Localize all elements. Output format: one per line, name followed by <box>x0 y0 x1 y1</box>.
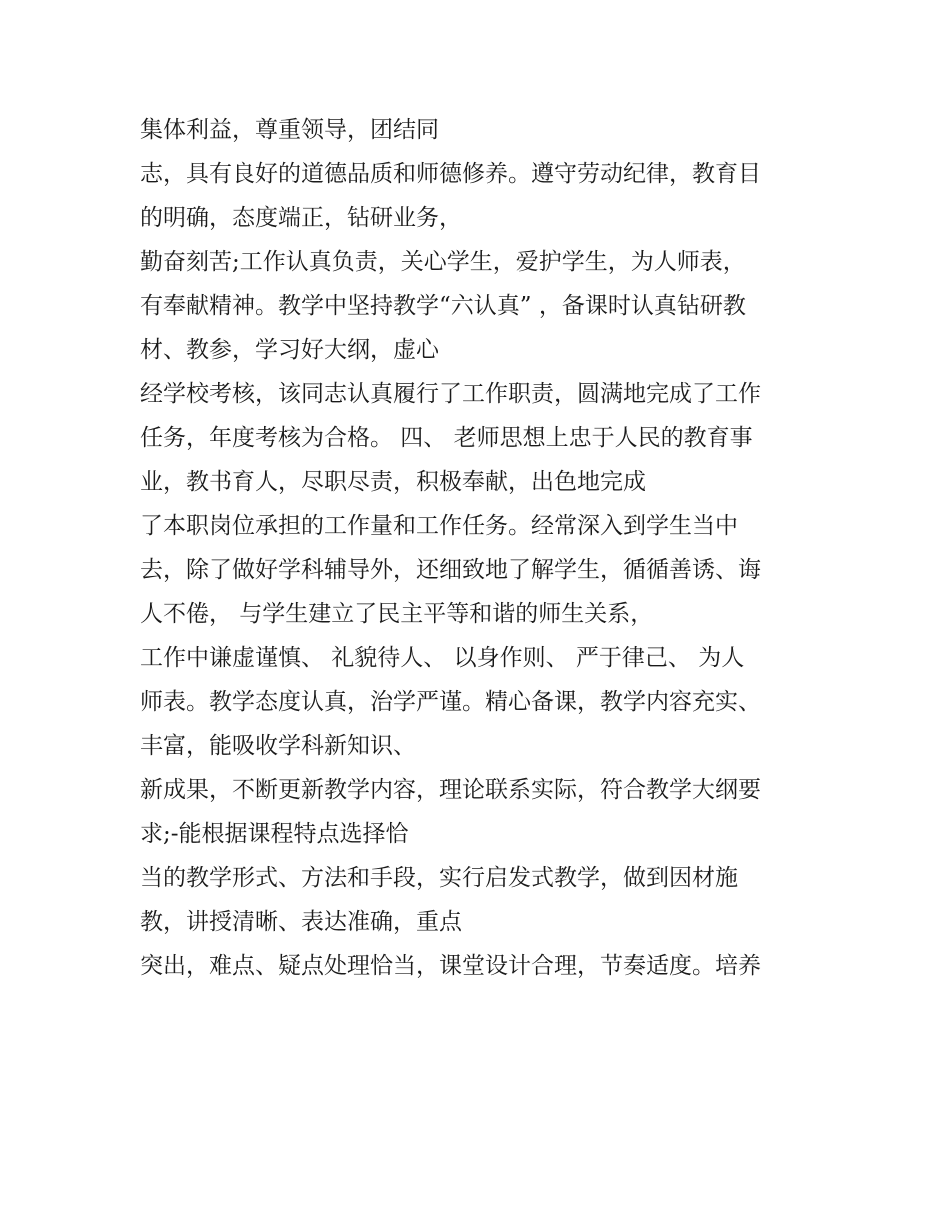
text-line: 当的教学形式、方法和手段，实行启发式教学，做到因材施 <box>140 865 738 891</box>
text-line: 工作中谦虚谨慎、 礼貌待人、 以身作则、 严于律己、 为人 <box>140 645 745 671</box>
text-line: 突出，难点、疑点处理恰当，课堂设计合理，节奏适度。培养 <box>140 953 761 979</box>
text-line: 教，讲授清晰、表达准确，重点 <box>140 909 462 935</box>
text-line: 业，教书育人，尽职尽责，积极奉献，出色地完成 <box>140 469 646 495</box>
text-line: 集体利益，尊重领导，团结同 <box>140 117 439 143</box>
text-line: 了本职岗位承担的工作量和工作任务。经常深入到学生当中 <box>140 513 738 539</box>
text-line: 志，具有良好的道德品质和师德修养。遵守劳动纪律，教育目 <box>140 161 761 187</box>
text-line: 经学校考核，该同志认真履行了工作职责，圆满地完成了工作 <box>140 381 761 407</box>
text-line: 有奉献精神。教学中坚持教学“六认真” ，备课时认真钻研教 <box>140 293 746 319</box>
text-line: 新成果，不断更新教学内容，理论联系实际，符合教学大纲要 <box>140 777 761 803</box>
document-body <box>140 108 830 988</box>
text-line: 材、教参，学习好大纲，虚心 <box>140 337 439 363</box>
text-line: 的明确，态度端正，钻研业务， <box>140 205 462 231</box>
text-line: 人不倦， 与学生建立了民主平等和谐的师生关系， <box>140 601 654 627</box>
text-line: 任务，年度考核为合格。 四、 老师思想上忠于人民的教育事 <box>140 425 753 451</box>
text-line: 师表。教学态度认真，治学严谨。精心备课，教学内容充实、 <box>140 689 761 715</box>
text-line: 求;-能根据课程特点选择恰 <box>140 821 409 847</box>
text-line: 去，除了做好学科辅导外，还细致地了解学生，循循善诱、诲 <box>140 557 761 583</box>
text-line: 勤奋刻苦;工作认真负责，关心学生，爱护学生，为人师表， <box>140 249 746 275</box>
text-line: 丰富，能吸收学科新知识、 <box>140 733 416 759</box>
